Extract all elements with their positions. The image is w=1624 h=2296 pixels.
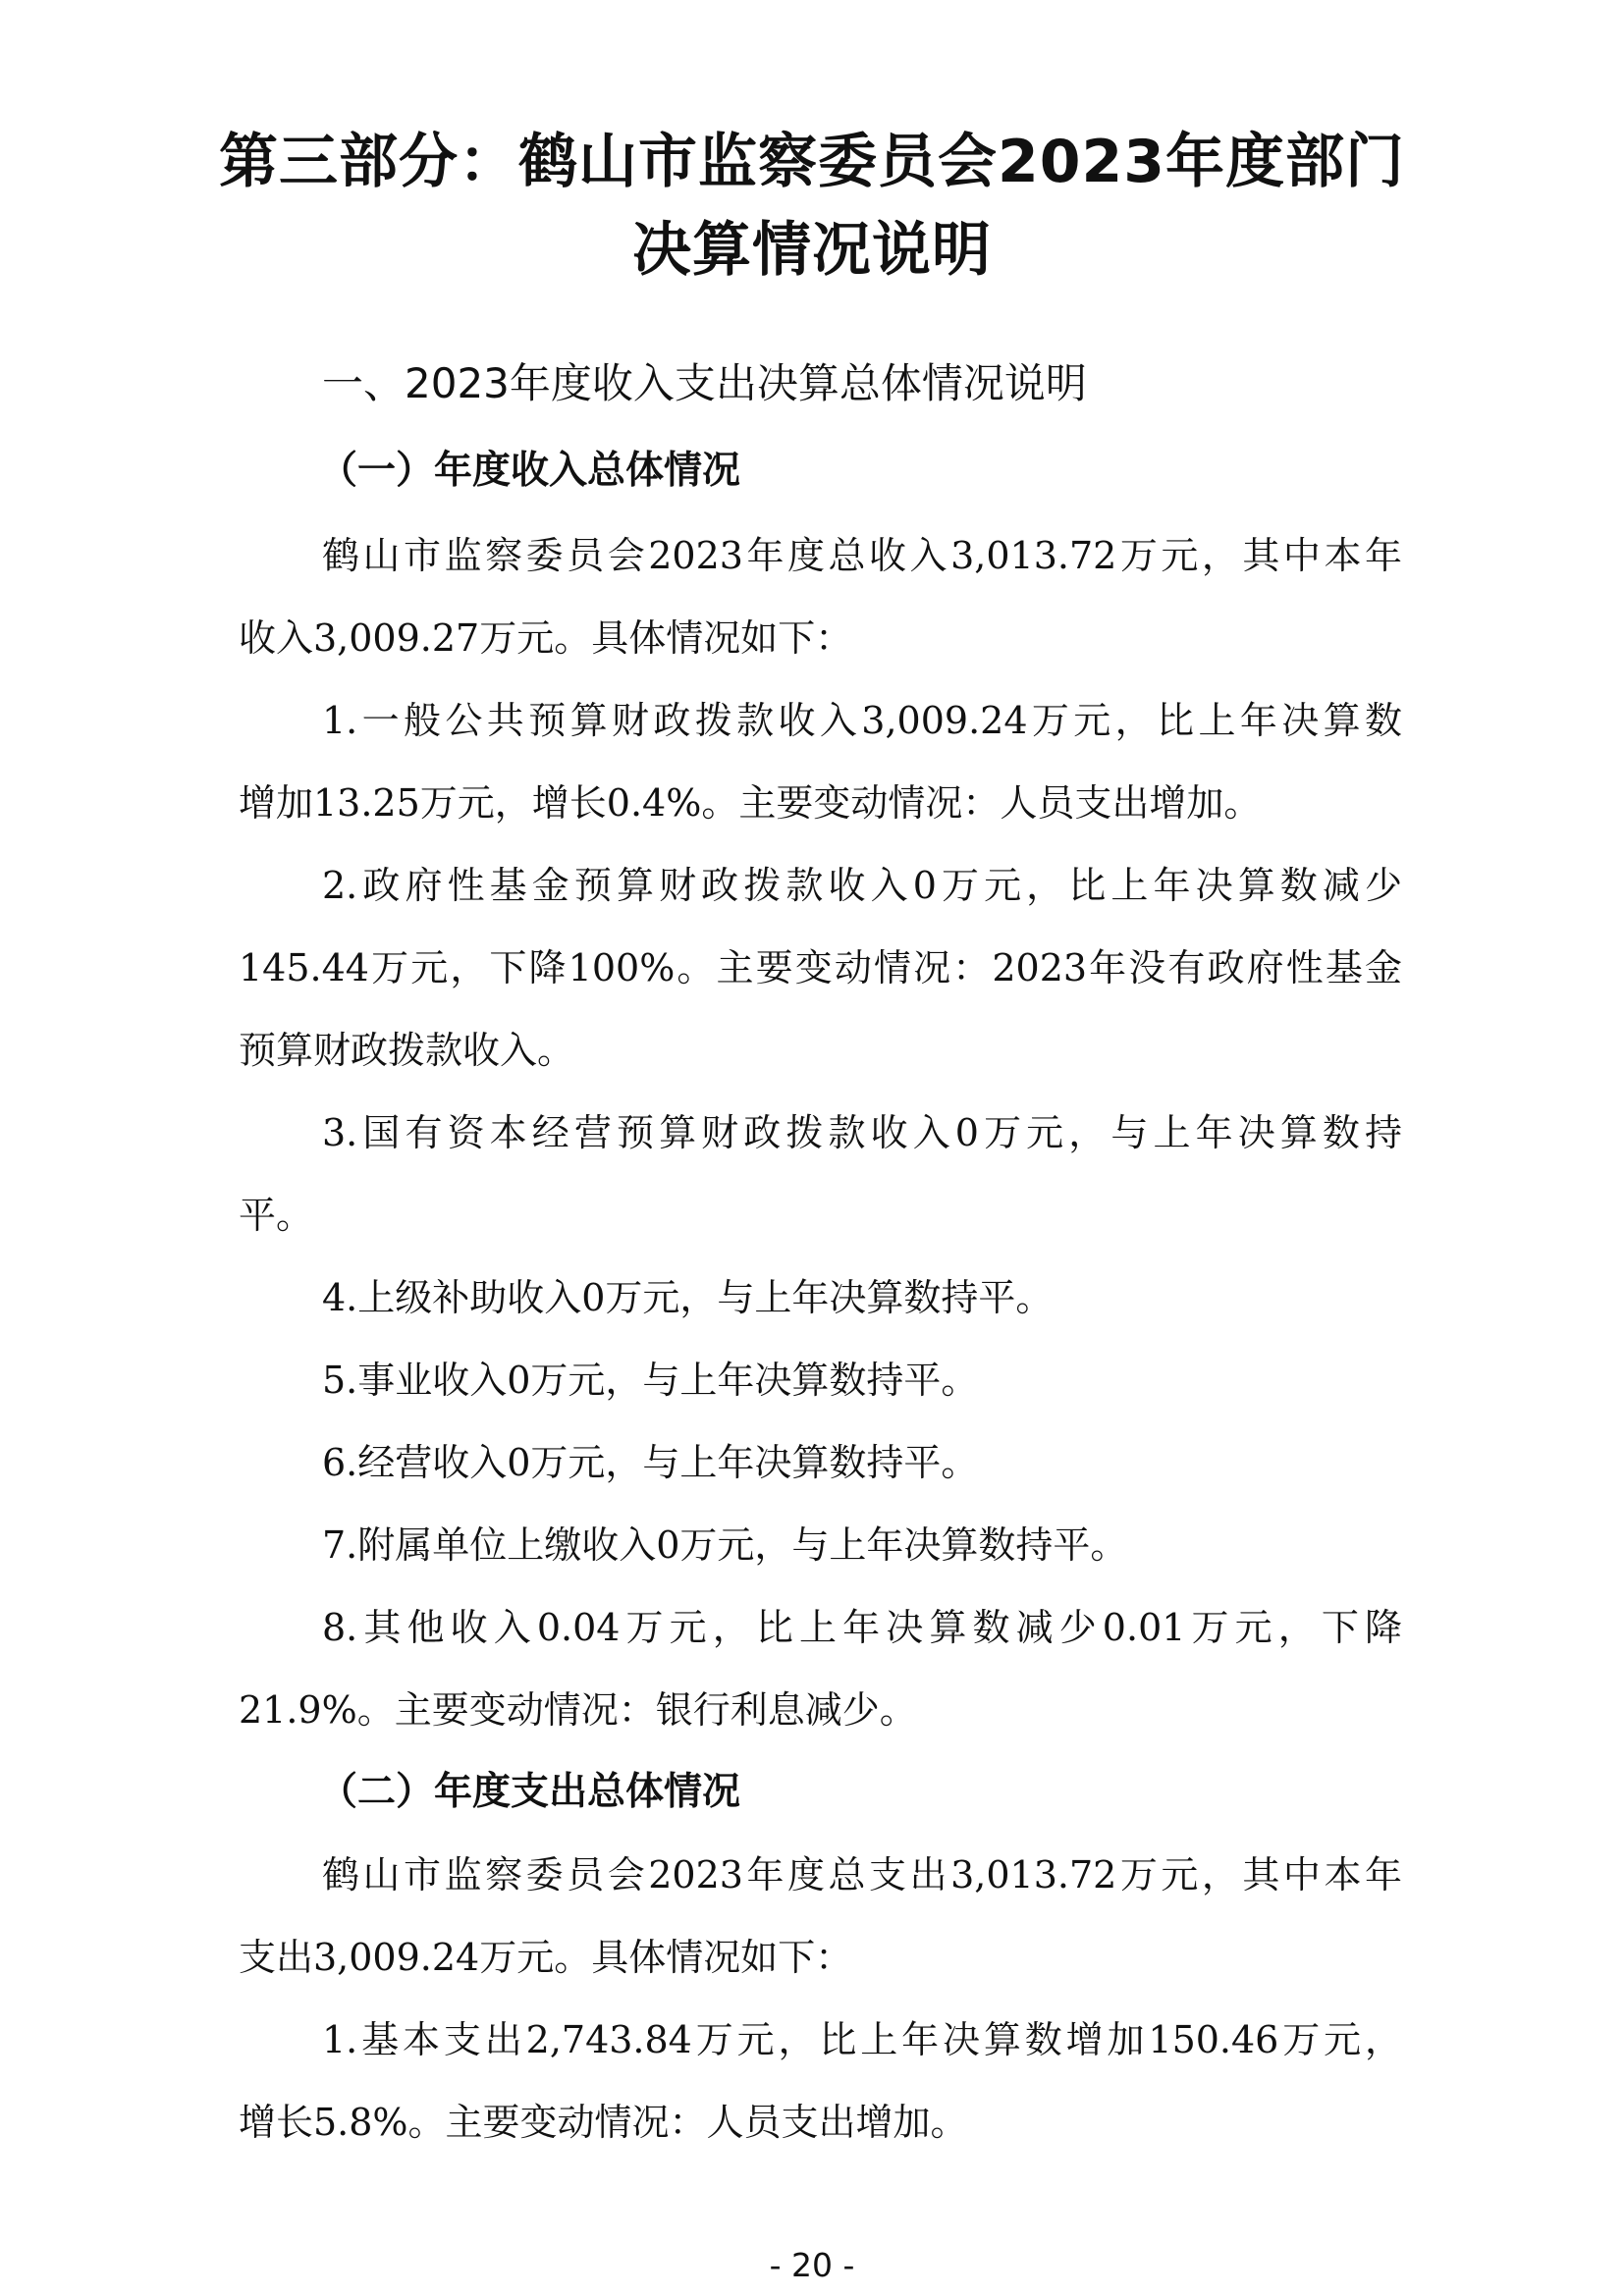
income-paragraph-line: 1.一般公共预算财政拨款收入3,009.24万元，比上年决算数	[322, 699, 1402, 742]
income-paragraph-line: 鹤山市监察委员会2023年度总收入3,013.72万元，其中本年	[322, 534, 1402, 577]
income-paragraph-line: 7.附属单位上缴收入0万元，与上年决算数持平。	[322, 1523, 1128, 1567]
page-title: 第三部分：鹤山市监察委员会2023年度部门	[219, 128, 1405, 196]
income-paragraph-line: 5.事业收入0万元，与上年决算数持平。	[322, 1359, 979, 1402]
income-subheading: （一）年度收入总体情况	[319, 449, 741, 493]
income-paragraph-line: 8.其他收入0.04万元，比上年决算数减少0.01万元，下降	[322, 1606, 1402, 1649]
section-heading: 一、2023年度收入支出决算总体情况说明	[322, 359, 1087, 407]
income-paragraph-line: 增加13.25万元，增长0.4%。主要变动情况：人员支出增加。	[239, 781, 1262, 825]
expenditure-paragraph-line: 增长5.8%。主要变动情况：人员支出增加。	[239, 2101, 968, 2144]
page-title-continued: 决算情况说明	[632, 216, 992, 285]
income-paragraph-line: 4.上级补助收入0万元，与上年决算数持平。	[322, 1276, 1054, 1319]
income-paragraph-line: 收入3,009.27万元。具体情况如下：	[239, 616, 853, 660]
income-paragraph-line: 6.经营收入0万元，与上年决算数持平。	[322, 1441, 979, 1484]
income-paragraph-line: 平。	[239, 1194, 314, 1237]
expenditure-paragraph-line: 支出3,009.24万元。具体情况如下：	[239, 1936, 853, 1979]
expenditure-paragraph-line: 1.基本支出2,743.84万元，比上年决算数增加150.46万元，	[322, 2018, 1402, 2061]
page-number: - 20 -	[769, 2246, 855, 2284]
income-paragraph-line: 2.政府性基金预算财政拨款收入0万元，比上年决算数减少	[322, 864, 1402, 907]
income-paragraph-line: 21.9%。主要变动情况：银行利息减少。	[239, 1688, 917, 1732]
income-paragraph-line: 预算财政拨款收入。	[239, 1029, 575, 1072]
income-paragraph-line: 145.44万元，下降100%。主要变动情况：2023年没有政府性基金	[239, 946, 1402, 989]
income-paragraph-line: 3.国有资本经营预算财政拨款收入0万元，与上年决算数持	[322, 1111, 1402, 1154]
expenditure-subheading: （二）年度支出总体情况	[319, 1770, 741, 1814]
expenditure-paragraph-line: 鹤山市监察委员会2023年度总支出3,013.72万元，其中本年	[322, 1853, 1402, 1896]
